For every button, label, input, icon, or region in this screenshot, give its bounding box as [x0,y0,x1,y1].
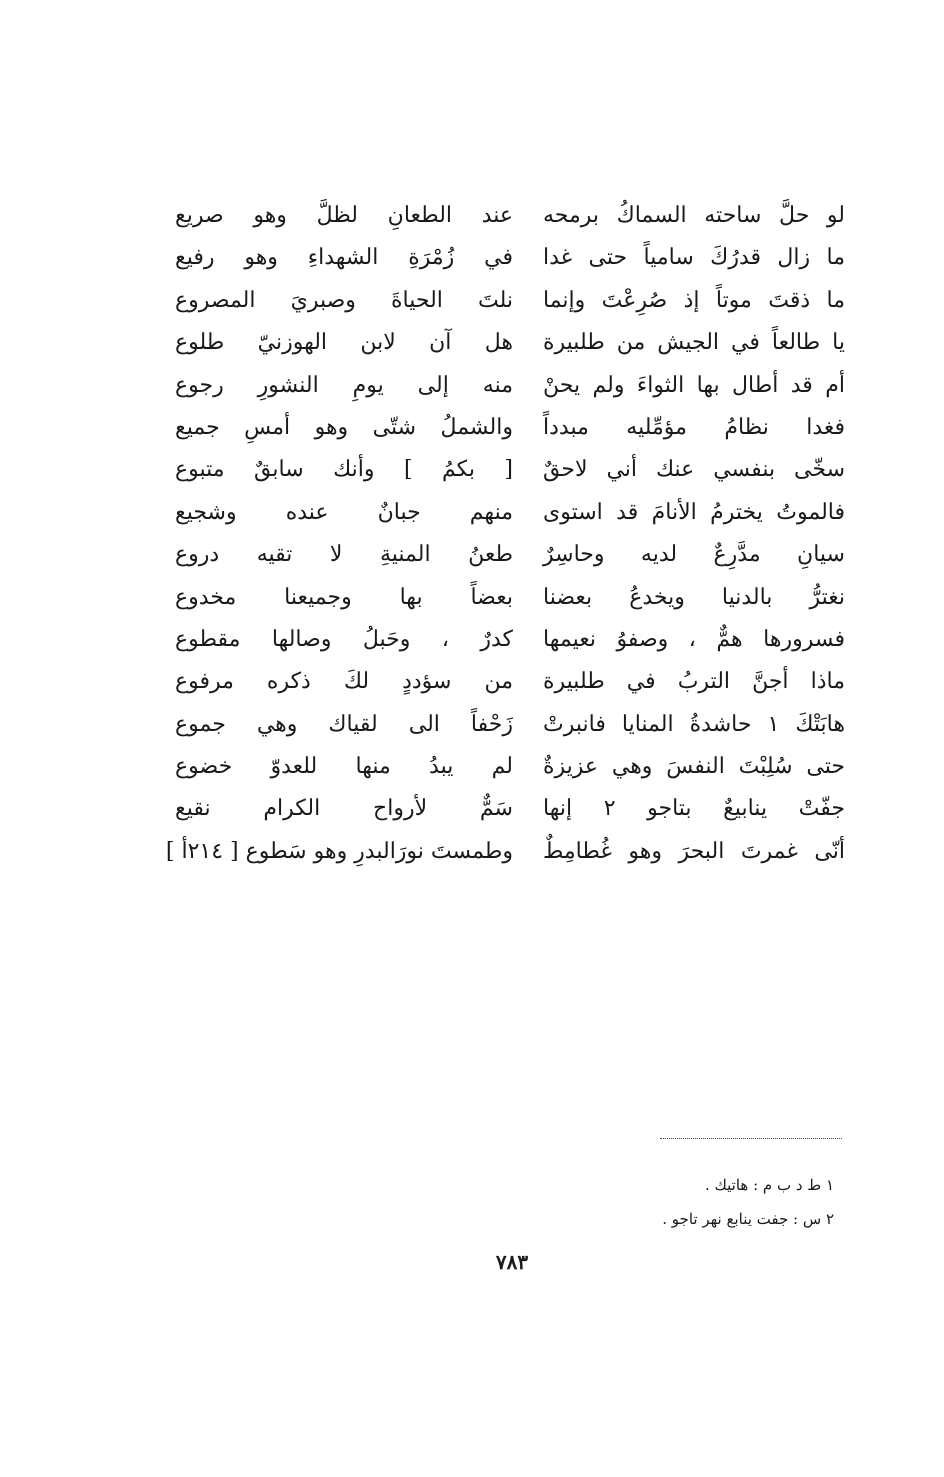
verse-1-second: عند الطعانِ لظلَّ وهو صريع [175,203,513,228]
verse-14-first: حتى سُلِبْتَ النفسَ وهي عزيزةٌ [543,754,845,780]
verse-15-first: جفّتْ ينابيعٌ بتاجو ٢ إنها [543,796,845,822]
footnote-2: ٢ س : جفت ينابع نهر تاجو . [662,1210,834,1228]
footnotes [662,1168,834,1236]
verse-6-second: والشملُ شتّى وهو أمسِ جميع [175,414,513,440]
verse-11-second: كدرٌ ، وحَبلُ وصالها مقطوع [175,626,513,652]
verse-13-first: هابَتْكَ ١ حاشدةُ المنايا فانبرتْ [543,711,845,737]
verse-7-second: [ بكمُ ] وأنك سابقٌ متبوع [175,457,513,483]
verse-15-second: سَمٌّ لأرواح الكرام نقيع [175,796,513,822]
verse-9-first: سيانِ مدَّرِعٌ لديه وحاسِرٌ [543,542,845,568]
verse-16-first: أنّى غمرتَ البحرَ وهو غُطامِطٌ [543,838,845,864]
verse-2-second: في زُمْرَةِ الشهداءِ وهو رفيع [175,245,513,271]
footnote-divider [660,1138,842,1139]
verse-13-second: زَحْفاً الى لقياك وهي جموع [175,711,513,737]
verse-7-first: سخّى بنفسي عنك أني لاحقٌ [543,457,845,483]
verse-3-second: نلتَ الحياةَ وصبريَ المصروع [175,287,513,313]
verse-1-first: لو حلَّ ساحته السماكُ برمحه [543,203,845,228]
verse-8-first: فالموتُ يخترمُ الأنامَ قد استوى [543,499,845,525]
verse-2-first: ما زال قدرُكَ سامياً حتى غدا [543,245,845,271]
verse-6-first: فغدا نظامُ مؤمِّليه مبدداً [543,414,845,440]
verse-12-second: من سؤددٍ لكَ ذكره مرفوع [175,669,513,695]
poem [165,195,845,873]
verse-16-second: وطمستَ نورَالبدرِ وهو سَطوع [ ٢١٤أ ] [165,838,513,864]
verse-11-first: فسرورها همٌّ ، وصفوُ نعيمها [543,626,845,652]
verse-12-first: ماذا أجنَّ التربُ في طلبيرة [543,669,845,695]
verse-4-first: يا طالعاً في الجيش من طلبيرة [543,330,845,356]
verse-9-second: طعنُ المنيةِ لا تقيه دروع [175,542,513,568]
verse-3-first: ما ذقتَ موتاً إذ صُرِعْتَ وإنما [543,287,845,313]
verse-10-second: بعضاً بها وجميعنا مخدوع [175,584,513,610]
verse-5-first: أم قد أطال بها الثواءَ ولم يحنْ [543,372,845,398]
verse-4-second: هل آن لابن الهوزنيّ طلوع [175,330,513,356]
verse-8-second: منهم جبانٌ عنده وشجيع [175,499,513,525]
page-number: ٧٨٣ [495,1250,529,1274]
verse-10-first: نغترُّ بالدنيا ويخدعُ بعضنا [543,584,845,610]
verse-14-second: لم يبدُ منها للعدوّ خضوع [175,754,513,780]
verse-5-second: منه إلى يومِ النشورِ رجوع [175,372,513,398]
footnote-1: ١ ط د ب م : هاتيك . [704,1176,834,1194]
